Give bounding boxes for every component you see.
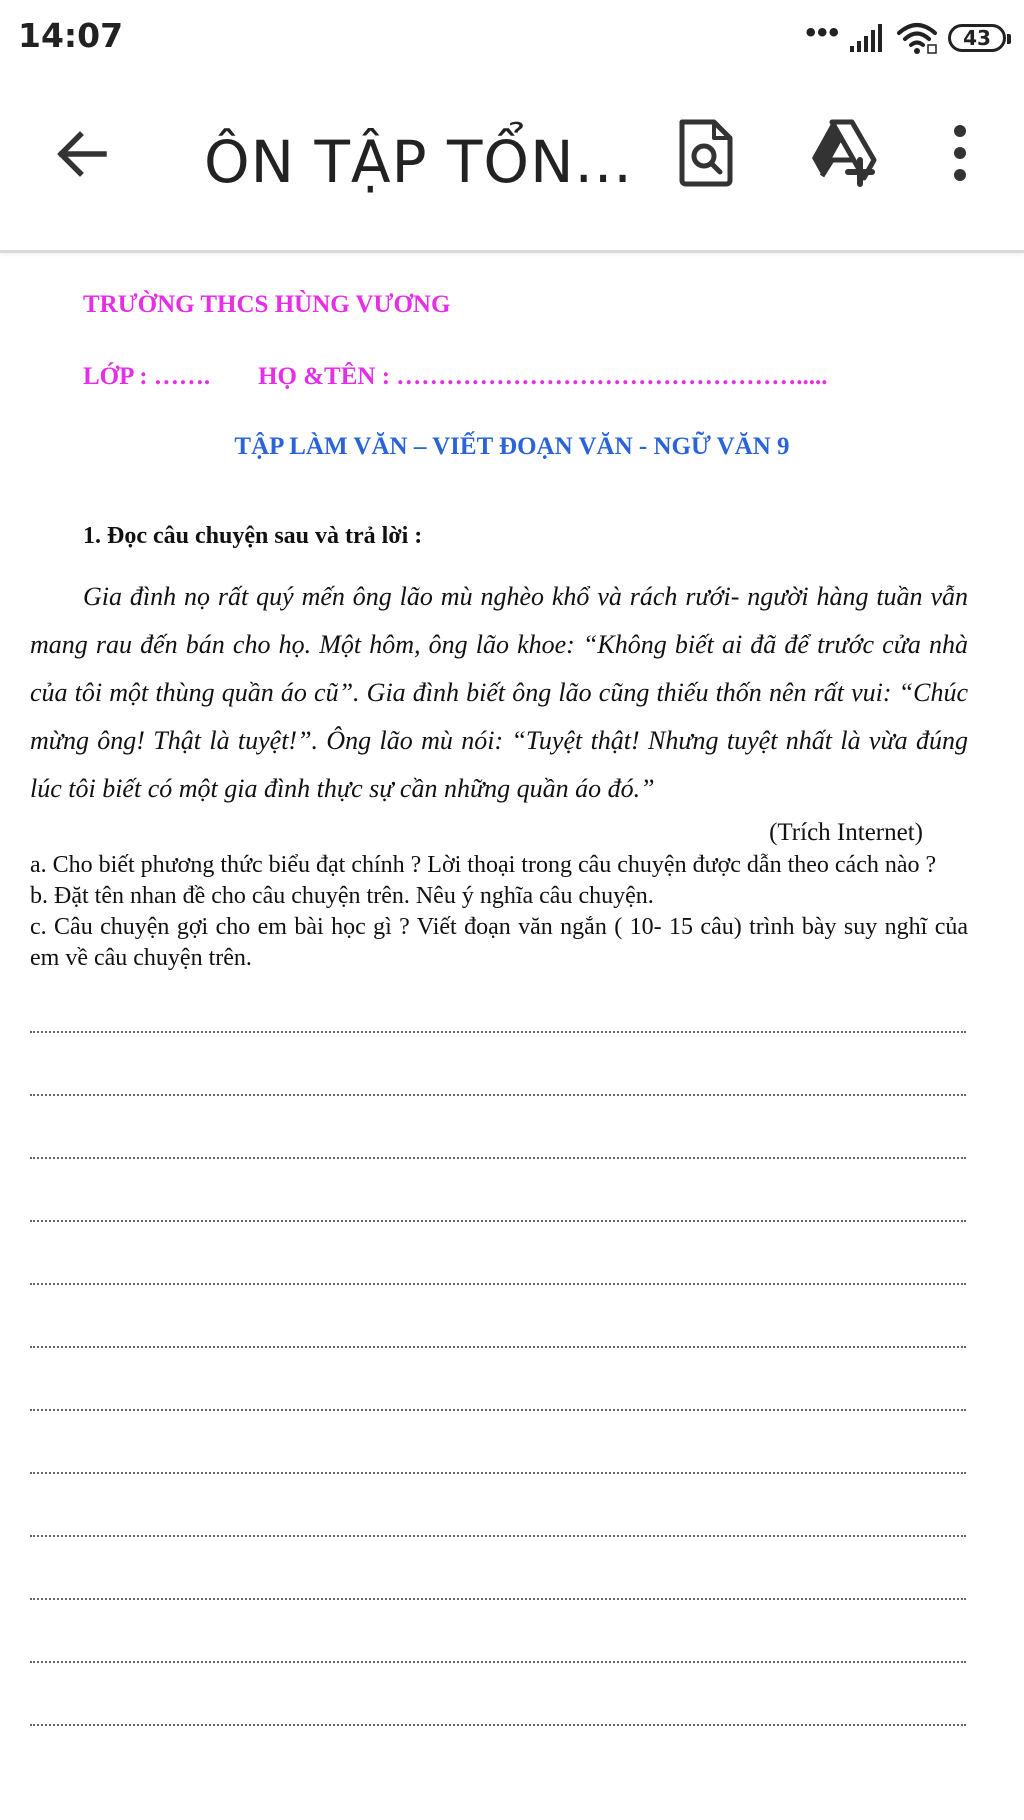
status-icons	[805, 18, 1006, 58]
app-bar	[0, 74, 1024, 253]
answer-line	[30, 1535, 966, 1537]
add-to-drive-button[interactable]	[808, 116, 880, 188]
back-button[interactable]	[50, 122, 114, 186]
worksheet-heading: TẬP LÀM VĂN – VIẾT ĐOẠN VĂN - NGỮ VĂN 9	[234, 433, 790, 460]
battery-level: 43	[963, 26, 991, 50]
answer-line	[30, 1346, 966, 1348]
more-vert-icon	[940, 118, 980, 188]
answer-lines	[30, 1031, 966, 1787]
question-item: b. Đặt tên nhan đề cho câu chuyện trên. Nêu ý nghĩa câu chuyện.	[30, 883, 654, 909]
notification-dots: •••	[805, 16, 840, 49]
question-heading: 1. Đọc câu chuyện sau và trả lời :	[83, 523, 423, 549]
class-label: LỚP : …….	[83, 363, 211, 390]
answer-line	[30, 1283, 966, 1285]
add-to-drive-icon	[808, 116, 880, 188]
find-in-document-button[interactable]	[676, 118, 736, 188]
story-paragraph: Gia đình nọ rất quý mến ông lão mù nghèo khổ và rách rưới- người hàng tuần vẫn mang rau đến bán cho họ. Một hôm, ông lão khoe: “Không biết ai đã để trước cửa nhà của tôi một thùng quần áo cũ”. Gia đình biết ông lão cũng thiếu thốn nên rất vui: “Chúc mừng ông! Thật là tuyệt!”. Ông lão mù nói: “Tuyệt thật! Nhưng tuyệt nhất là vừa đúng lúc tôi biết có một gia đình thực sự cần những quần áo đó.”	[30, 582, 968, 803]
answer-line	[30, 1472, 966, 1474]
answer-line	[30, 1094, 966, 1096]
answer-line	[30, 1157, 966, 1159]
name-label: HỌ &TÊN : ………………………………………….....	[258, 363, 828, 390]
source-citation: (Trích Internet)	[769, 819, 923, 846]
answer-line	[30, 1409, 966, 1411]
answer-line	[30, 1598, 966, 1600]
status-bar	[0, 0, 1024, 74]
answer-line	[30, 1031, 966, 1033]
student-info-line	[83, 363, 828, 391]
school-name: TRƯỜNG THCS HÙNG VƯƠNG	[83, 291, 451, 318]
question-list	[30, 850, 968, 974]
status-time: 14:07	[18, 16, 124, 55]
find-in-document-icon	[676, 118, 736, 188]
answer-line	[30, 1661, 966, 1663]
wifi-icon	[896, 21, 938, 55]
answer-line	[30, 1220, 966, 1222]
more-options-button[interactable]	[940, 118, 980, 188]
question-item: c. Câu chuyện gợi cho em bài học gì ? Viết đoạn văn ngắn ( 10- 15 câu) trình bày suy nghĩ của em về câu chuyện trên.	[30, 914, 968, 971]
signal-icon	[850, 24, 886, 52]
back-arrow-icon	[50, 122, 114, 186]
document-title: ÔN TẬP TỔN...	[204, 128, 633, 196]
question-item: a. Cho biết phương thức biểu đạt chính ? Lời thoại trong câu chuyện được dẫn theo cách nào ?	[30, 852, 937, 878]
answer-line	[30, 1724, 966, 1726]
battery-icon	[948, 24, 1006, 52]
